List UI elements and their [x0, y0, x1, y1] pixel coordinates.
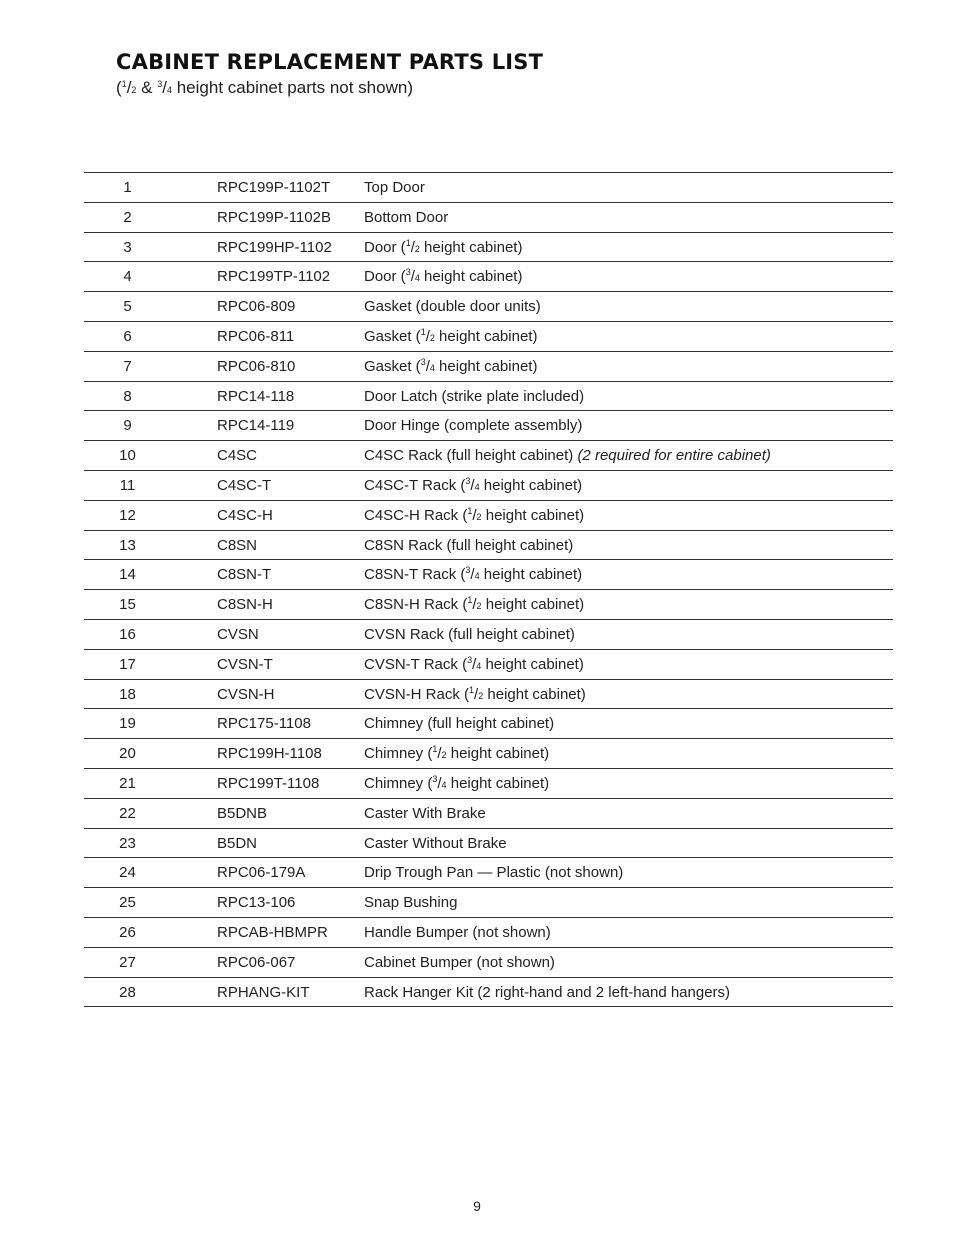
table-row [84, 680, 893, 710]
part-number: RPC175-1108 [217, 715, 311, 733]
item-number: 3 [123, 238, 132, 256]
item-number: 1 [123, 179, 132, 196]
item-number: 28 [119, 983, 136, 1001]
table-row [84, 948, 893, 978]
page-number: 9 [473, 1198, 481, 1214]
part-number: RPC199T-1108 [217, 774, 320, 792]
parts-table [84, 172, 893, 1007]
table-row [84, 978, 893, 1008]
item-number: 5 [123, 298, 132, 316]
table-row [84, 739, 893, 769]
part-number: RPHANG-KIT [217, 983, 310, 1001]
table-row [84, 769, 893, 799]
part-description: Bottom Door [364, 208, 449, 226]
part-number: CVSN [217, 625, 259, 643]
fraction: $^3$/4 [465, 565, 480, 584]
table-row [84, 262, 893, 292]
part-description: C8SN-T Rack ($^3$/4 height cabinet) [364, 565, 583, 584]
part-number: B5DN [217, 834, 258, 852]
part-number: RPC14-119 [217, 417, 295, 435]
fraction: $^1$/2 [405, 237, 420, 256]
table-row [84, 799, 893, 829]
part-description: Drip Trough Pan — Plastic (not shown) [364, 864, 624, 882]
table-row [84, 292, 893, 322]
part-number: RPC06-067 [217, 953, 296, 971]
item-number: 8 [123, 387, 132, 405]
part-description: Door ($^1$/2 height cabinet) [364, 237, 523, 256]
part-description: Gasket ($^1$/2 height cabinet) [364, 326, 538, 345]
part-description: Chimney (full height cabinet) [364, 715, 555, 733]
part-description: Chimney ($^1$/2 height cabinet) [364, 744, 550, 763]
item-number: 14 [119, 566, 136, 584]
part-number: CVSN-T [217, 655, 273, 673]
part-description: Gasket (double door units) [364, 298, 541, 316]
part-description: C4SC-T Rack ($^3$/4 height cabinet) [364, 475, 583, 494]
fraction: $^3$/4 [465, 475, 480, 494]
part-number: RPC06-810 [217, 357, 296, 375]
item-number: 13 [119, 536, 136, 554]
table-row [84, 888, 893, 918]
table-row [84, 829, 893, 859]
part-note: (2 required for entire cabinet) [577, 447, 771, 465]
part-number: RPCAB-HBMPR [217, 923, 328, 941]
subtitle-ampersand: & [136, 78, 158, 97]
table-row [84, 590, 893, 620]
fraction: $^1$/2 [420, 326, 435, 345]
table-row [84, 441, 893, 471]
part-number: RPC14-118 [217, 387, 295, 405]
part-number: C4SC [217, 447, 258, 465]
part-description: Rack Hanger Kit (2 right-hand and 2 left-hand hangers) [364, 983, 731, 1001]
fraction: $^3$/4 [405, 267, 420, 286]
subtitle-rest: height cabinet parts not shown) [172, 78, 413, 97]
item-number: 16 [119, 625, 136, 643]
part-description: Chimney ($^3$/4 height cabinet) [364, 773, 550, 792]
part-number: C8SN-H [217, 596, 273, 614]
item-number: 12 [119, 506, 136, 524]
item-number: 20 [119, 745, 136, 763]
part-number: B5DNB [217, 804, 268, 822]
item-number: 9 [123, 417, 132, 435]
item-number: 2 [123, 208, 132, 226]
part-number: CVSN-H [217, 685, 275, 703]
item-number: 18 [119, 685, 136, 703]
part-number: RPC06-179A [217, 864, 306, 882]
part-description: Caster Without Brake [364, 834, 507, 852]
part-description: Door Hinge (complete assembly) [364, 417, 583, 435]
table-row [84, 411, 893, 441]
part-number: C8SN [217, 536, 258, 554]
fraction: $^1$/2 [467, 505, 482, 524]
part-number: RPC06-809 [217, 298, 296, 316]
part-number: C8SN-T [217, 566, 272, 584]
item-number: 22 [119, 804, 136, 822]
part-description: C8SN Rack (full height cabinet) [364, 536, 574, 554]
item-number: 27 [119, 953, 136, 971]
table-row [84, 233, 893, 263]
part-description: Snap Bushing [364, 894, 458, 912]
part-number: RPC13-106 [217, 894, 296, 912]
table-row [84, 709, 893, 739]
table-row [84, 322, 893, 352]
part-number: RPC06-811 [217, 327, 295, 345]
item-number: 11 [119, 476, 136, 494]
item-number: 6 [123, 327, 132, 345]
page-title: CABINET REPLACEMENT PARTS LIST [116, 50, 544, 74]
part-number: RPC199P-1102B [217, 208, 331, 226]
item-number: 21 [119, 774, 136, 792]
part-description: CVSN-H Rack ($^1$/2 height cabinet) [364, 684, 586, 703]
part-description: C8SN-H Rack ($^1$/2 height cabinet) [364, 595, 585, 614]
part-number: RPC199H-1108 [217, 745, 322, 763]
table-row [84, 352, 893, 382]
part-number: RPC199TP-1102 [217, 268, 331, 286]
subtitle-fraction-half: $^1$/2 [121, 78, 137, 97]
item-number: 24 [119, 864, 136, 882]
part-description: C4SC Rack (full height cabinet) (2 required for entire cabinet) [364, 447, 771, 465]
part-description: CVSN Rack (full height cabinet) [364, 625, 575, 643]
item-number: 4 [123, 268, 132, 286]
item-number: 25 [119, 894, 136, 912]
item-number: 15 [119, 596, 136, 614]
item-number: 10 [119, 447, 136, 465]
item-number: 19 [119, 715, 136, 733]
part-description: Gasket ($^3$/4 height cabinet) [364, 356, 538, 375]
table-row [84, 620, 893, 650]
table-row [84, 382, 893, 412]
item-number: 23 [119, 834, 136, 852]
fraction: $^1$/2 [469, 684, 484, 703]
fraction: $^1$/2 [432, 744, 447, 763]
part-description: Door ($^3$/4 height cabinet) [364, 267, 523, 286]
part-description: Caster With Brake [364, 804, 486, 822]
table-row [84, 501, 893, 531]
table-row [84, 471, 893, 501]
table-row [84, 203, 893, 233]
part-description: Handle Bumper (not shown) [364, 923, 551, 941]
fraction: $^3$/4 [432, 773, 447, 792]
table-row [84, 650, 893, 680]
part-description: CVSN-T Rack ($^3$/4 height cabinet) [364, 654, 584, 673]
part-number: C4SC-H [217, 506, 273, 524]
part-description: Top Door [364, 179, 425, 196]
fraction: $^1$/2 [467, 595, 482, 614]
subtitle-open: ( [116, 78, 122, 97]
table-row [84, 560, 893, 590]
table-row [84, 918, 893, 948]
table-row [84, 531, 893, 561]
subtitle-fraction-three-quarter: $^3$/4 [157, 78, 172, 97]
item-number: 7 [123, 357, 132, 375]
table-row [84, 173, 893, 203]
part-description: Door Latch (strike plate included) [364, 387, 585, 405]
item-number: 17 [119, 655, 136, 673]
part-number: RPC199P-1102T [217, 179, 331, 196]
fraction: $^3$/4 [420, 356, 435, 375]
table-row [84, 858, 893, 888]
part-description: C4SC-H Rack ($^1$/2 height cabinet) [364, 505, 585, 524]
part-number: RPC199HP-1102 [217, 238, 332, 256]
part-description: Cabinet Bumper (not shown) [364, 953, 555, 971]
page-subtitle [116, 78, 413, 98]
item-number: 26 [119, 923, 136, 941]
part-number: C4SC-T [217, 476, 272, 494]
fraction: $^3$/4 [467, 654, 482, 673]
